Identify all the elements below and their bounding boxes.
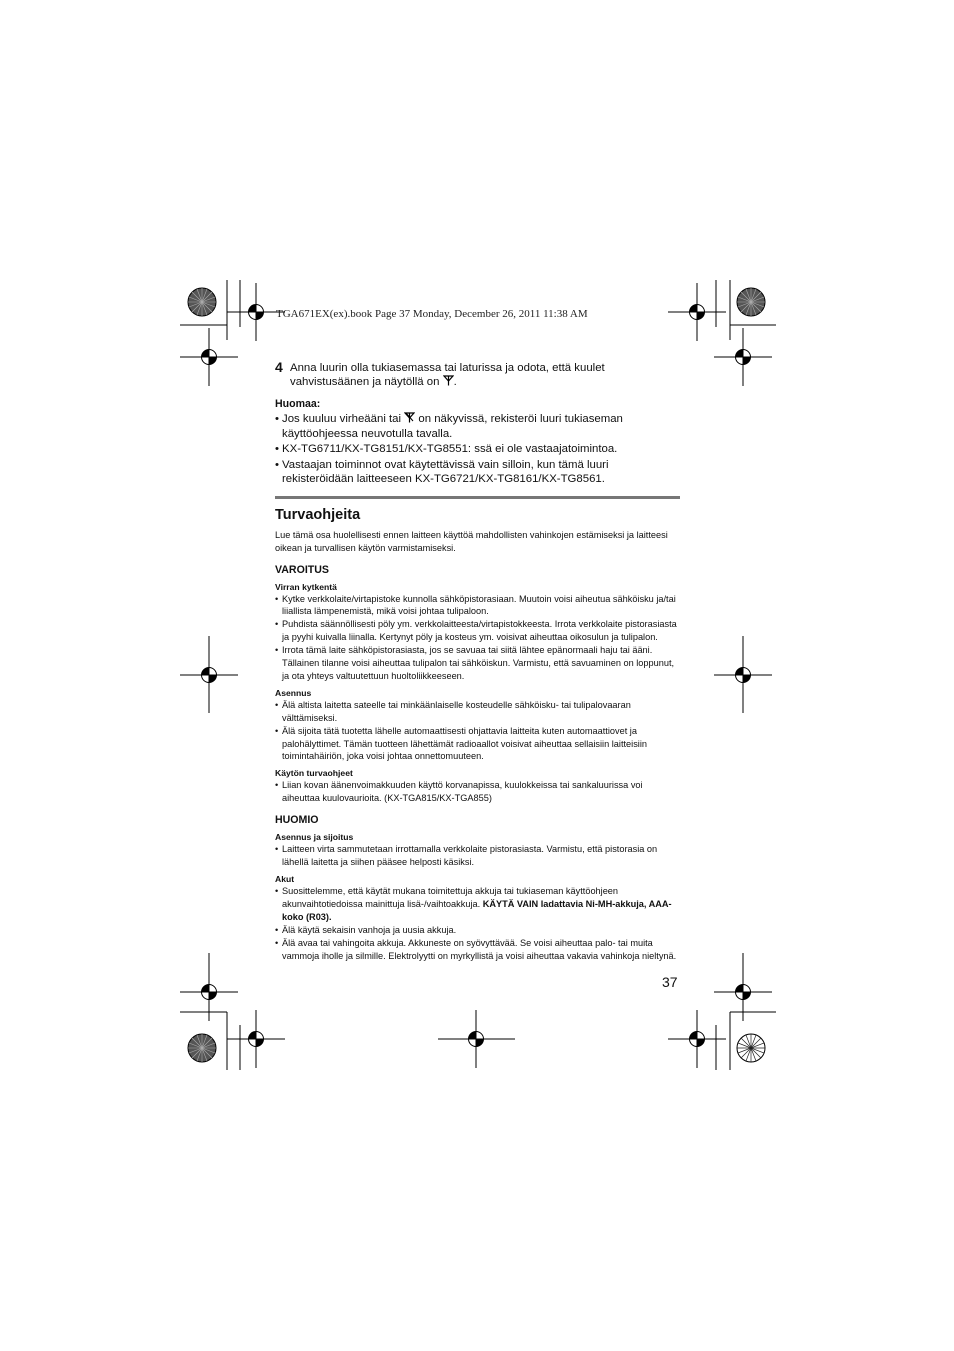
section-intro: Lue tämä osa huolellisesti ennen laitteen käyttöä mahdollisten vahinkojen estämiseksi ja laitteesi oikean ja turvallisen käytön varmistamiseksi.: [275, 529, 668, 553]
caution-heading: HUOMIO: [275, 814, 319, 827]
note-title: Huomaa:: [275, 398, 321, 410]
note-item: [275, 412, 680, 441]
note-item: • KX-TG6711/KX-TG8151/KX-TG8551: ssä ei ole vastaajatoimintoa.: [275, 442, 680, 457]
antenna-icon: [404, 412, 415, 423]
list-item: • Älä sijoita tätä tuotetta lähelle automaattisesti ohjattavia laitteita kuten automaattiovet ja palohälyttimet. Tämän tuotteen lähettämät radioaallot voisivat aiheuttaa sellaisiin laitteisiin toimintahäiriön, joka voisi johtaa onnettomuuteen.: [275, 725, 680, 764]
step-number: 4: [275, 359, 283, 375]
warning-subheading: Virran kytkentä: [275, 581, 337, 592]
caution-subheading: Akut: [275, 874, 295, 884]
note-item-text: Jos kuuluu virheääni tai: [282, 413, 402, 425]
list-item-text: Suosittelemme, että käytät mukana toimitettuja akkuja tai tukiaseman käyttöohjeen akunvaihtotiedoissa mainittuja lisä-/vaihtoakkuja.: [282, 886, 619, 909]
list-item: • Liian kovan äänenvoimakkuuden käyttö korvanapissa, kuulokkeissa tai sankaluurissa voi aiheuttaa kuulovaurioita. (KX-TGA815/KX-TGA855): [275, 779, 680, 805]
caution-list: [275, 885, 680, 962]
warning-list: [275, 779, 680, 805]
warning-heading: VAROITUS: [275, 563, 329, 576]
list-item: • Älä avaa tai vahingoita akkuja. Akkuneste on syövyttävää. Se voisi aiheuttaa palo- tai muita vammoja iholle ja silmille. Elektrolyytti on myrkyllistä ja voisi aiheuttaa vakavia vahinkoja nieltynä.: [275, 937, 680, 963]
list-item: • Kytke verkkolaite/virtapistoke kunnolla sähköpistorasiaan. Muutoin voisi aiheutua sähköisku ja/tai liiallista lämpenemistä, mikä voisi johtaa tulipaloon.: [275, 593, 680, 619]
step-4: [275, 361, 680, 389]
warning-list: [275, 593, 680, 683]
print-header: TGA671EX(ex).book Page 37 Monday, December 26, 2011 11:38 AM: [276, 308, 588, 320]
section-divider: [275, 496, 680, 499]
section-title: Turvaohjeita: [275, 506, 361, 523]
warning-subheading: Käytön turvaohjeet: [275, 768, 353, 779]
note-item-text: on näkyvissä, rekisteröi luuri tukiaseman käyttöohjeessa neuvotulla tavalla.: [282, 413, 623, 440]
warning-list: [275, 699, 680, 764]
note-list: [275, 412, 680, 487]
warning-subheading: Asennus: [275, 687, 312, 698]
list-item: • Älä käytä sekaisin vanhoja ja uusia akkuja.: [275, 924, 680, 937]
step-text: Anna luurin olla tukiasemassa tai laturissa ja odota, että kuulet vahvistusäänen ja näytöllä on: [290, 362, 605, 388]
list-item: • Irrota tämä laite sähköpistorasiasta, jos se savuaa tai siitä lähtee epänormaali haju tai ääni. Tällainen tilanne voisi aiheuttaa tulipalon tai sähköiskun. Varmistu, että savuaminen on loppunut, ja ota yhteys valtuutettuun huoltoliikkeeseen.: [275, 644, 680, 683]
caution-list: [275, 843, 680, 869]
note-item: • Vastaajan toiminnot ovat käytettävissä vain silloin, kun tämä luuri rekisteröidään laitteeseen KX-TG6721/KX-TG8161/KX-TG8561.: [275, 458, 680, 487]
list-item-emphasis: KÄYTÄ VAIN ladattavia Ni-MH-akkuja, AAA-koko (R03).: [282, 898, 672, 922]
step-text-end: .: [453, 376, 457, 388]
page-number: 37: [662, 974, 678, 990]
antenna-icon: [443, 375, 454, 386]
list-item: • Älä altista laitetta sateelle tai minkäänlaiselle kosteudelle sähköisku- tai tulipalovaaran välttämiseksi.: [275, 699, 680, 725]
page-content: [275, 361, 680, 962]
list-item: [275, 885, 680, 924]
list-item: • Laitteen virta sammutetaan irrottamalla verkkolaite pistorasiasta. Varmistu, että pistorasia on lähellä laitetta ja siihen pääsee helposti käsiksi.: [275, 843, 680, 869]
caution-subheading: Asennus ja sijoitus: [275, 832, 354, 843]
list-item: • Puhdista säännöllisesti pöly ym. verkkolaitteesta/virtapistokkeesta. Irrota verkkolaite pistorasiasta ja pyyhi kuivalla liinalla. Kertynyt pöly ja kosteus ym. voisivat aiheuttaa oikosulun ja tulipalon.: [275, 618, 680, 644]
